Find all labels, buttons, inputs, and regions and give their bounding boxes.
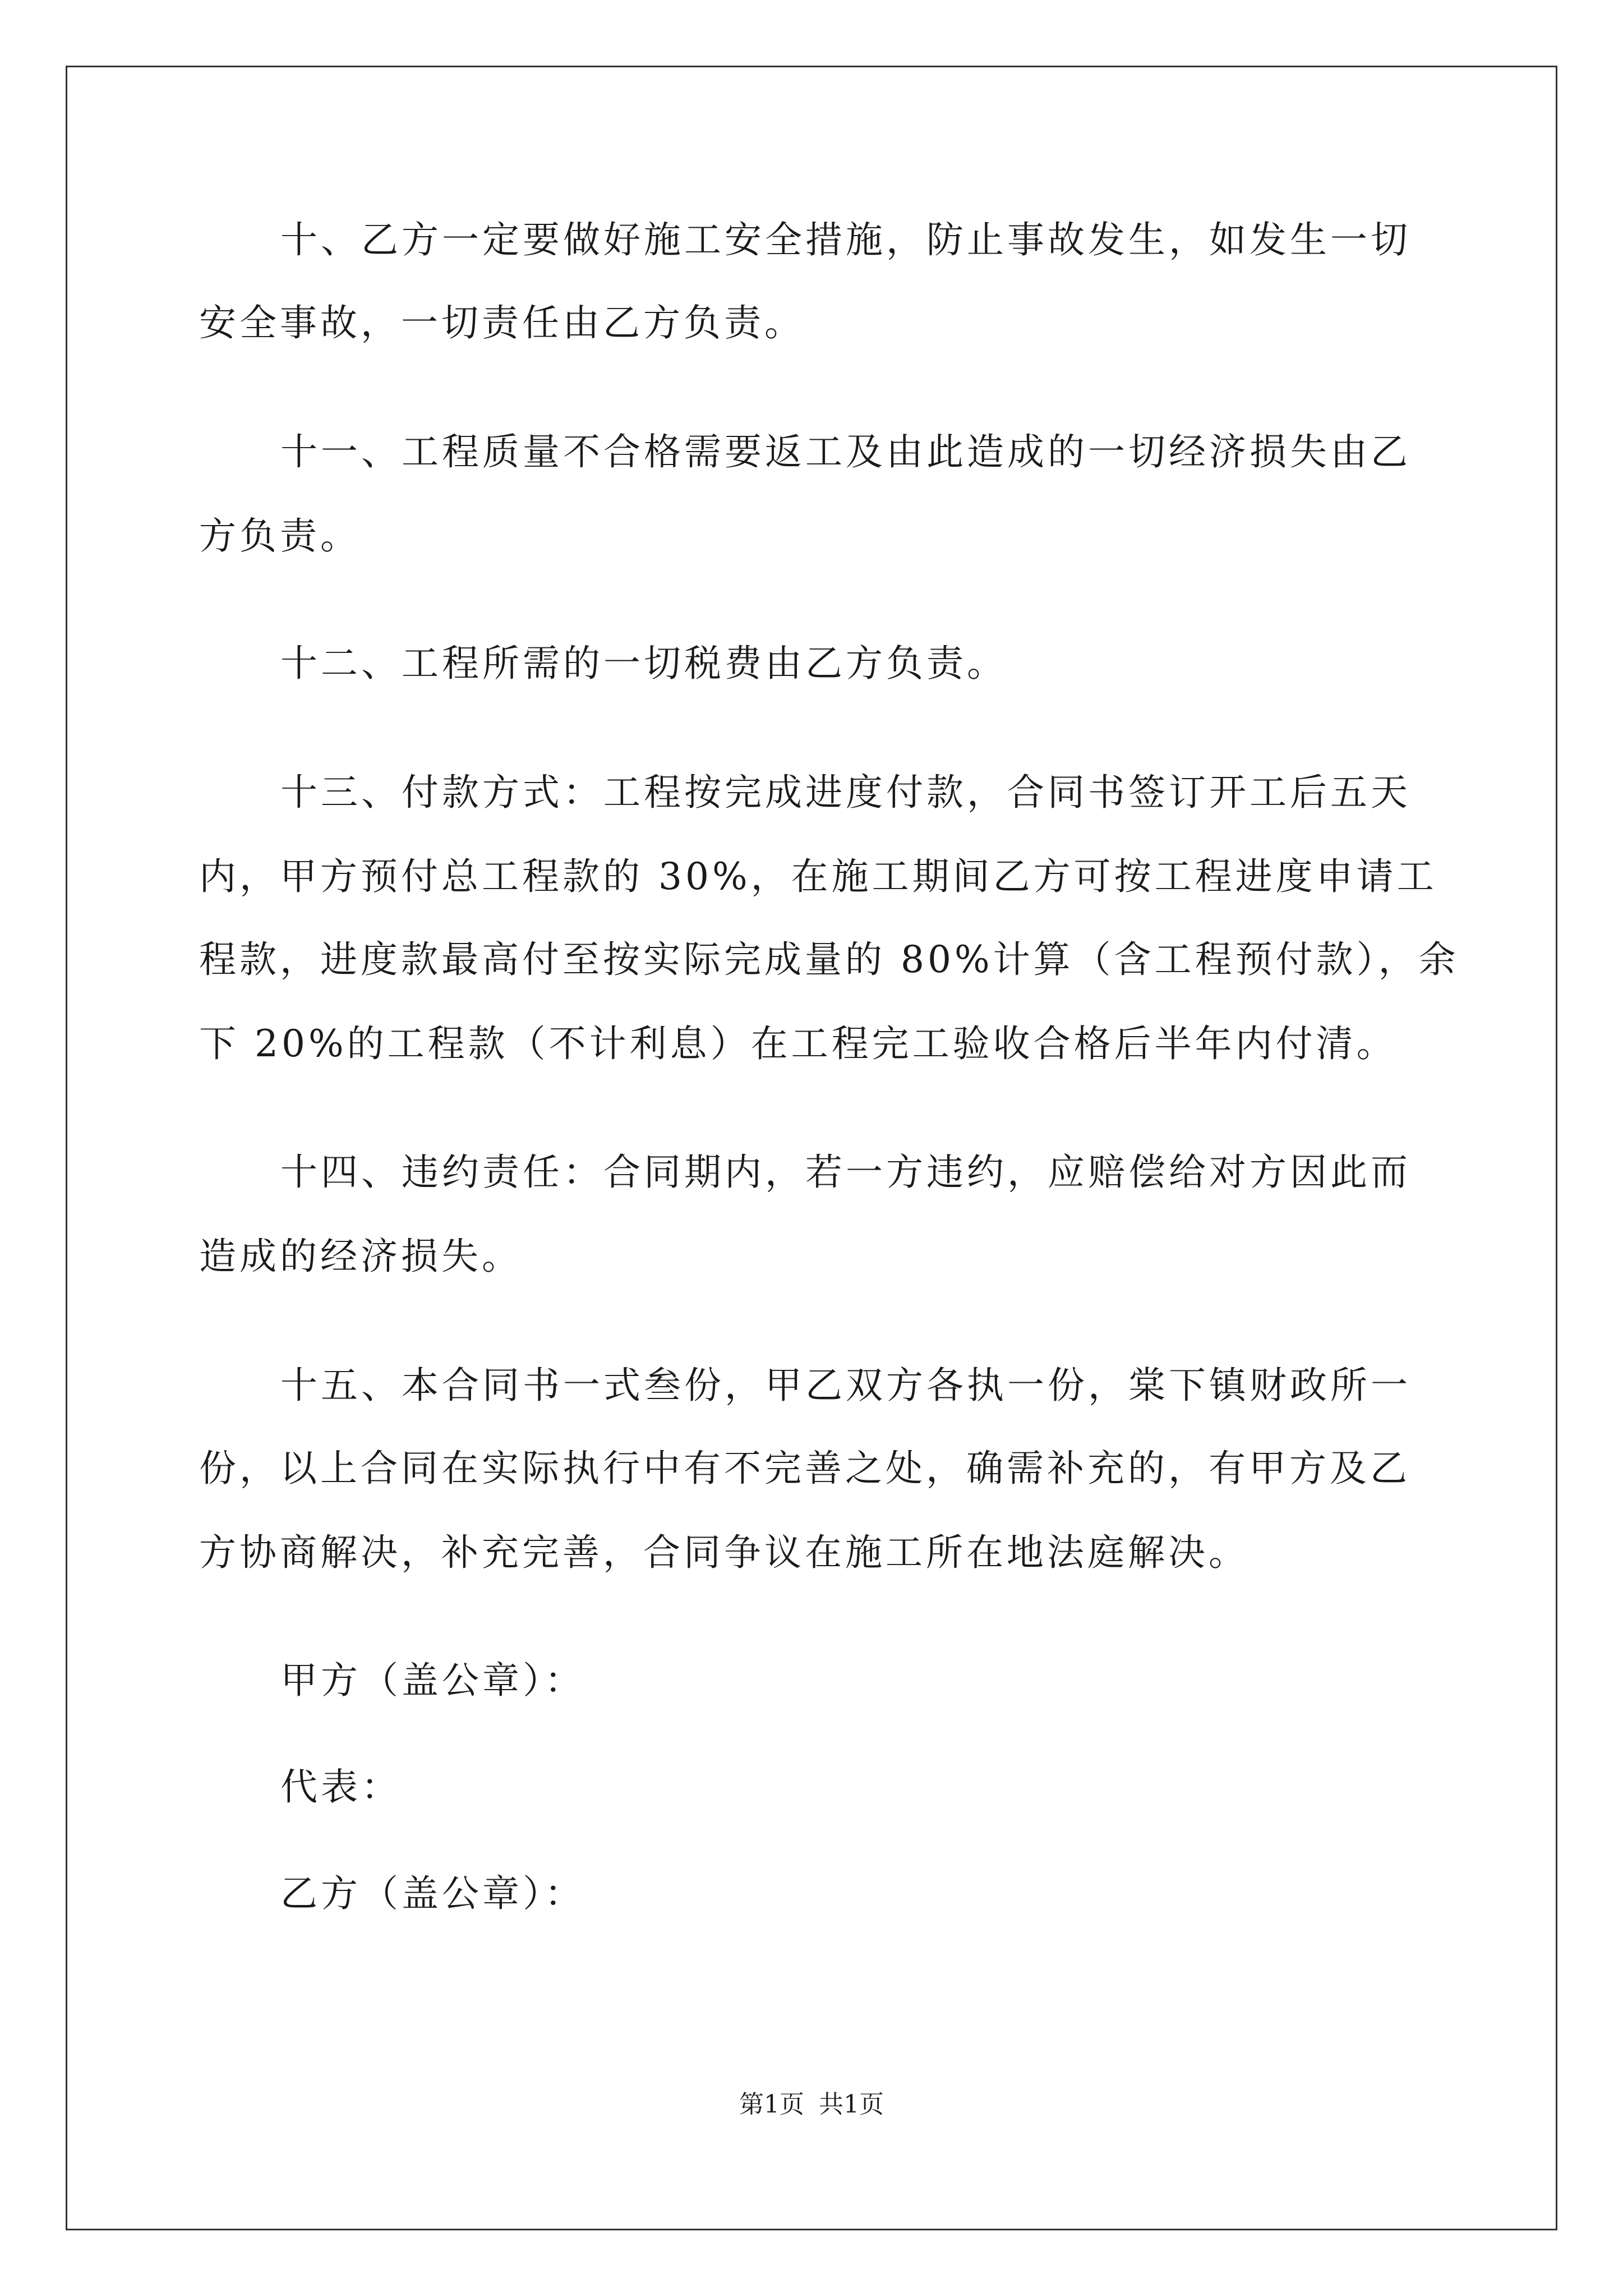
clause-15-line-2: 份，以上合同在实际执行中有不完善之处，确需补充的，有甲方及乙 — [199, 1447, 1410, 1490]
party-a-seal: 甲方（盖公章）： — [280, 1659, 585, 1702]
page-footer — [0, 2091, 1623, 2119]
clause-13-line-3: 程款，进度款最高付至按实际完成量的 80%计算（含工程预付款），余 — [199, 938, 1459, 981]
current-page-label: 第1页 — [739, 2090, 804, 2119]
clause-14-line-2: 造成的经济损失。 — [199, 1235, 522, 1278]
clause-11-line-2: 方负责。 — [199, 514, 361, 558]
clause-14-line-1: 十四、违约责任：合同期内，若一方违约，应赔偿给对方因此而 — [280, 1151, 1411, 1194]
total-pages-label: 共1页 — [819, 2090, 884, 2119]
party-b-seal: 乙方（盖公章）： — [280, 1872, 585, 1915]
clause-13-line-1: 十三、付款方式：工程按完成进度付款，合同书签订开工后五天 — [280, 771, 1411, 814]
clause-10-line-1: 十、乙方一定要做好施工安全措施，防止事故发生，如发生一切 — [280, 218, 1411, 261]
representative: 代表： — [280, 1765, 402, 1809]
clause-12-line-1: 十二、工程所需的一切税费由乙方负责。 — [280, 642, 1007, 685]
clause-15-line-3: 方协商解决，补充完善，合同争议在施工所在地法庭解决。 — [199, 1531, 1249, 1574]
clause-13-line-4: 下 20%的工程款（不计利息）在工程完工验收合格后半年内付清。 — [199, 1022, 1397, 1065]
clause-13-line-2: 内，甲方预付总工程款的 30%，在施工期间乙方可按工程进度申请工 — [199, 855, 1437, 898]
clause-10-line-2: 安全事故，一切责任由乙方负责。 — [199, 301, 805, 344]
clause-11-line-1: 十一、工程质量不合格需要返工及由此造成的一切经济损失由乙 — [280, 430, 1411, 473]
clause-15-line-1: 十五、本合同书一式叁份，甲乙双方各执一份，棠下镇财政所一 — [280, 1364, 1411, 1407]
